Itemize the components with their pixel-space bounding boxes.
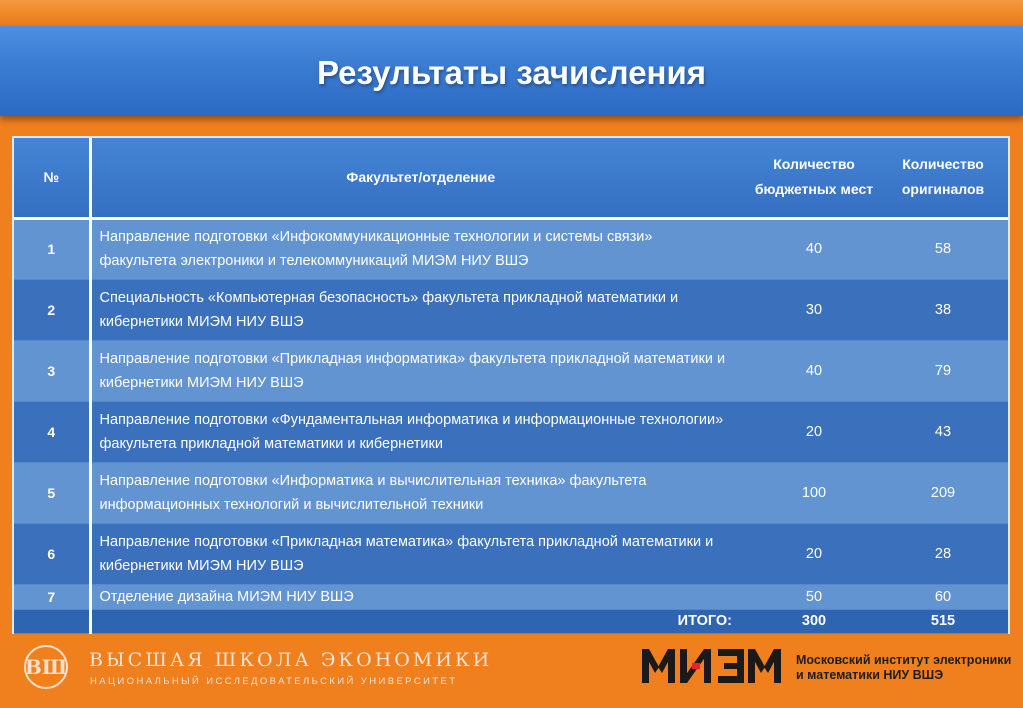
table-row xyxy=(14,584,1008,609)
table-row xyxy=(14,279,1008,340)
row-originals: 58 xyxy=(934,241,952,257)
miem-caption xyxy=(796,653,1011,683)
hse-subtitle: НАЦИОНАЛЬНЫЙ ИССЛЕДОВАТЕЛЬСКИЙ УНИВЕРСИТЕТ xyxy=(90,676,458,687)
row-num: 2 xyxy=(14,279,90,340)
header-num: № xyxy=(14,138,90,218)
table-row xyxy=(14,523,1008,584)
header-budget: Количество бюджетных мест xyxy=(750,138,878,218)
total-label: ИТОГО: xyxy=(677,613,732,629)
row-num: 5 xyxy=(14,462,90,523)
row-originals: 60 xyxy=(934,588,952,605)
table-row xyxy=(14,401,1008,462)
row-budget: 20 xyxy=(805,423,823,440)
row-num: 7 xyxy=(14,584,90,609)
total-num-cell xyxy=(14,609,90,633)
row-budget: 40 xyxy=(805,362,823,379)
hse-name: ВЫСШАЯ ШКОЛА ЭКОНОМИКИ xyxy=(89,649,493,671)
hse-logo-block xyxy=(24,645,493,695)
miem-logo-block xyxy=(642,647,1012,695)
row-num: 3 xyxy=(14,340,90,401)
row-faculty: Отделение дизайна МИЭМ НИУ ВШЭ xyxy=(99,588,354,605)
title-bar xyxy=(0,26,1023,116)
row-originals: 209 xyxy=(930,484,956,501)
results-table-frame xyxy=(12,136,1010,634)
total-budget: 300 xyxy=(801,613,827,629)
row-num: 1 xyxy=(14,218,90,279)
row-originals: 43 xyxy=(934,423,952,440)
row-originals: 38 xyxy=(934,301,952,318)
row-faculty: Направление подготовки «Фундаментальная информатика и информационные технологии» факультета прикладной математики и кибернетики xyxy=(99,411,724,452)
row-budget: 20 xyxy=(805,545,823,562)
total-originals: 515 xyxy=(930,613,956,629)
row-faculty: Направление подготовки «Прикладная математика» факультета прикладной математики и кибернетики МИЭМ НИУ ВШЭ xyxy=(99,533,714,574)
results-table xyxy=(14,138,1008,634)
miem-line2: и математики НИУ ВШЭ xyxy=(796,668,944,682)
row-originals: 28 xyxy=(934,545,952,562)
row-budget: 30 xyxy=(805,301,823,318)
table-row xyxy=(14,340,1008,401)
header-faculty: Факультет/отделение xyxy=(90,138,750,218)
row-faculty: Направление подготовки «Инфокоммуникационные технологии и системы связи» факультета электроники и телекоммуникаций МИЭМ НИУ ВШЭ xyxy=(99,229,653,269)
table-header-row xyxy=(14,138,1008,218)
row-faculty: Направление подготовки «Информатика и вычислительная техника» факультета информационных технологий и вычислительной техники xyxy=(99,472,647,513)
header-originals: Количество оригиналов xyxy=(878,138,1008,218)
page-title: Результаты зачисления xyxy=(316,54,707,91)
miem-line1: Московский институт электроники xyxy=(796,653,1012,667)
miem-logo-icon xyxy=(642,647,782,687)
row-originals: 79 xyxy=(934,362,952,379)
miem-logo-red-mark xyxy=(692,663,700,669)
row-budget: 100 xyxy=(801,484,827,501)
hse-logo-mark: ВШ xyxy=(24,655,68,679)
table-row xyxy=(14,462,1008,523)
row-num: 4 xyxy=(14,401,90,462)
top-strip xyxy=(0,0,1023,26)
total-row xyxy=(14,609,1008,633)
row-faculty: Направление подготовки «Прикладная информатика» факультета прикладной математики и кибернетики МИЭМ НИУ ВШЭ xyxy=(99,350,726,391)
row-faculty: Специальность «Компьютерная безопасность» факультета прикладной математики и кибернетики МИЭМ НИУ ВШЭ xyxy=(99,289,679,330)
table-row xyxy=(14,218,1008,279)
row-num: 6 xyxy=(14,523,90,584)
row-budget: 40 xyxy=(805,241,823,257)
row-budget: 50 xyxy=(805,588,823,605)
hse-logo-icon xyxy=(24,645,68,689)
